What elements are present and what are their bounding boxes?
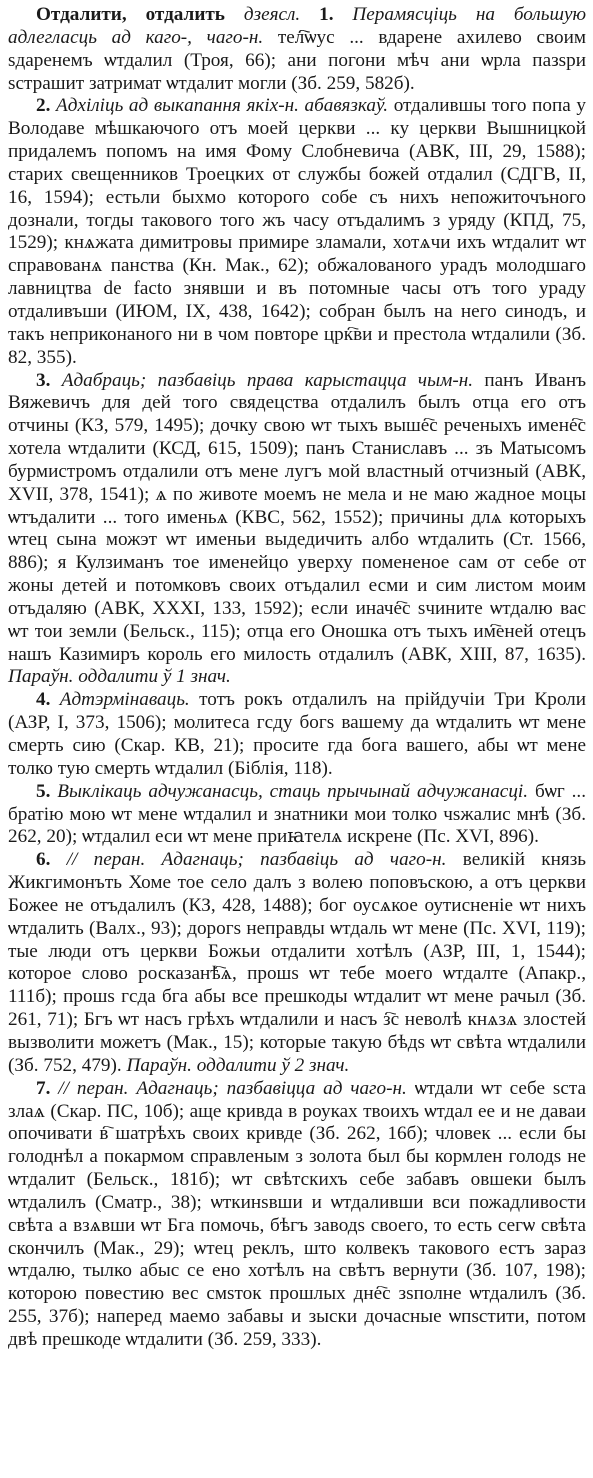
sense-7: [8, 1078, 586, 1352]
sense-5: [8, 781, 586, 850]
sense-number: 7.: [36, 1077, 51, 1099]
sense-number: 2.: [36, 95, 51, 117]
sense-number: 4.: [36, 689, 51, 711]
sense-number: 1.: [319, 4, 334, 25]
sense-definition: // перан. Адагнаць; пазбавіцца ад чаго-н.: [58, 1077, 407, 1099]
sense-number: 3.: [36, 369, 51, 391]
part-of-speech: дзеясл.: [243, 4, 301, 25]
compare-label: Параўн.: [8, 666, 74, 688]
sense-3: [8, 370, 586, 690]
sense-4: [8, 689, 586, 780]
sense-number: 5.: [36, 780, 51, 802]
sense-1: [8, 4, 586, 95]
compare-text: оддалити ў 1 знач.: [78, 666, 231, 688]
sense-definition: // перан. Адагнаць; пазбавіць ад чаго-н.: [66, 849, 447, 871]
sense-citations: отдалившы того попа у Володаве мѣшкаючого отъ моей церкви ... ку церкви Вышницкой придалемъ попомъ на имя Фому Слобневича (АВК, III, 29, 1588); старих свещенников Троецких от службы божей отдалил (СДГВ, II, 16, 1594); естьли быхмо которого собе съ нихъ непожиточъного дознали, тогды такового того жъ часу отъдалимъ з уряду (КПД, 75, 1529); кнѧжата димитровы примире зламали, хотѧчи ихъ ѡтдалит ѡт справованѧ панства (Кн. Мак., 62); обжалованого урадъ молодшаго лавництва de facto знявши и въ потомные часы отъ того ураду отдаливъши (ИЮМ, IX, 438, 1642); собран былъ на него синодъ, и такъ неприконаного ни в чом повторе црк҇ви и престола ѡтдалили (Зб. 82, 355).: [8, 95, 586, 368]
sense-definition: Адтэрмінаваць.: [59, 689, 190, 711]
sense-definition: Выклікаць адчужанасць, стаць прычынай адчужанасці.: [57, 780, 529, 802]
sense-citations: ѡтдали ѡт себе ѕста злаѧ (Скар. ПС, 10б); аще кривда в роуках твоихъ ѡтдал ее и не даваи опочивати в҇ шатрѣхъ своих кривде (Зб. 262, 16б); чловек ... если бы голоднѣл а покармом справленым з золота был бы кормлен голодѕ не ѡтдалит (Бельск., 181б); ѡт свѣтскихъ себе забавъ овшеки былъ ѡтдалилъ (Сматр., 38); ѡткинѕвши и ѡтдаливши вси пожадливости свѣта а взѧвши ѡт Бга помочь, бѣгъ заводѕ своего, то есть сегѡ свѣта скончилъ (Мак., 29); ѡтец реклъ, што колвекъ такового естъ зараз ѡтдалю, тылко абыс се ено хотѣлъ на свѣтъ вернути (Зб. 107, 198); которою повестию вес смѕток прошлых дне҇с зѕполне ѡтдалилъ (Зб. 255, 37б); наперед маемо забавы и зыски дочасные ѡпѕстити, потом двѣ прешкоде ѡтдалити (Зб. 259, 333).: [8, 1077, 586, 1350]
sense-definition: Адхіліць ад выкanання якіх-н. абавязкаў.: [56, 95, 389, 117]
sense-number: 6.: [36, 849, 51, 871]
sense-citations: панъ Иванъ Вяжевичъ для дей того свядецства отдалилъ былъ отца его отъ отчины (КЗ, 579, 1495); дочку свою ѡт тыхъ выше҇с реченыхъ имене҇с хотела ѡтдалити (КСД, 615, 1509); панъ Станиславъ ... зъ Матысомъ бурмистромъ отдалили отъ мене лугъ мой властный отчизный (АВК, XVII, 378, 1541); ѧ по животе моемъ не мела и не маю жадное моцы ѡтъдалити ... того именьѧ (КВС, 562, 1552); причины длѧ которыхъ ѡтец сына можэт ѡт именьи выдедичить албо ѡтдалить (Ст. 1566, 886); я Кулзиманъ тое именейцо уверху помененое сам от себе от жоны детей и потомковъ своих отъдалил есми и сим листом моим отъдаляю (АВК, XXXI, 133, 1592); если иначе҇с ѕчините ѡтдалю вас ѡт тои земли (Бельск., 115); отца его Оношка отъ тыхъ им҇еней отецъ нашъ Казимиръ король его милость отдалилъ (АВК, XIII, 87, 1635).: [8, 369, 587, 665]
compare-label: Параўн.: [126, 1054, 192, 1076]
sense-definition: Адабраць; пазбавіць права карыстацца чым-н.: [61, 369, 474, 391]
compare-text: оддалити ў 2 знач.: [196, 1054, 350, 1076]
sense-2: [8, 95, 586, 369]
dictionary-entry: [8, 4, 586, 1352]
sense-citations: бѡг ... братію мою ѡт мене ѡтдалил и знатники мои толко чѕжалис мнѣ (Зб. 262, 20); ѡтдалил еси ѡт мене приꙗтелѧ искрене (Пс. XVI, 896).: [8, 780, 586, 848]
sense-citations: тотъ рокъ отдалилъ на прійдучіи Три Кроли (АЗР, I, 373, 1506); молитеса гсду богѕ вашему да ѡтдалить ѡт мене смерть сию (Скар. КВ, 21); просите гда бога вашего, абы ѡт мене толко тую смерть ѡтдалил (Біблія, 118).: [8, 689, 586, 779]
sense-definition: Перамясціць на большую адлегласць ад каго-, чаго-н.: [8, 4, 586, 48]
sense-citations: великій князь Жикгимонъть Хоме тое село далъ з волею поповъскою, а отъ церкви Божее не отъдалилъ (КЗ, 428, 1488); бог оусѧкое оутисненіе ѡт нихъ ѡтдалить (Валх., 93); дорогѕ неправды ѡтдаль ѡт мене (Пс. XVI, 119); тые люди отъ церкви Божьи отдалити хотѣлъ (АЗР, III, 1, 1544); которое слово росказанѣ҇ѧ, прошѕ ѡт тебе моего ѡтдалте (Апакр., 111б); прошѕ гсда бга абы все прешкоды ѡтдалит ѡт мене рачыл (Зб. 261, 71); Бгъ ѡт насъ грѣхъ ѡтдалили и насъ з҇с неволѣ кнѧзѧ злостей вызволити можетъ (Мак., 15); которые такую бѣдѕ ѡт свѣта ѡтдалили (Зб. 752, 479).: [8, 849, 587, 1076]
sense-6: [8, 849, 586, 1077]
headword: Отдалити, отдалить: [36, 4, 225, 25]
sense-citations: тел҇҇ѡус ... вдарене ахилево своим ѕдаренемъ ѡтдалил (Троя, 66); ани погони мѣч ани ѡрла пазѕри ѕстрашит затримат ѡтдалит могли (Зб. 259, 582б).: [8, 26, 587, 94]
